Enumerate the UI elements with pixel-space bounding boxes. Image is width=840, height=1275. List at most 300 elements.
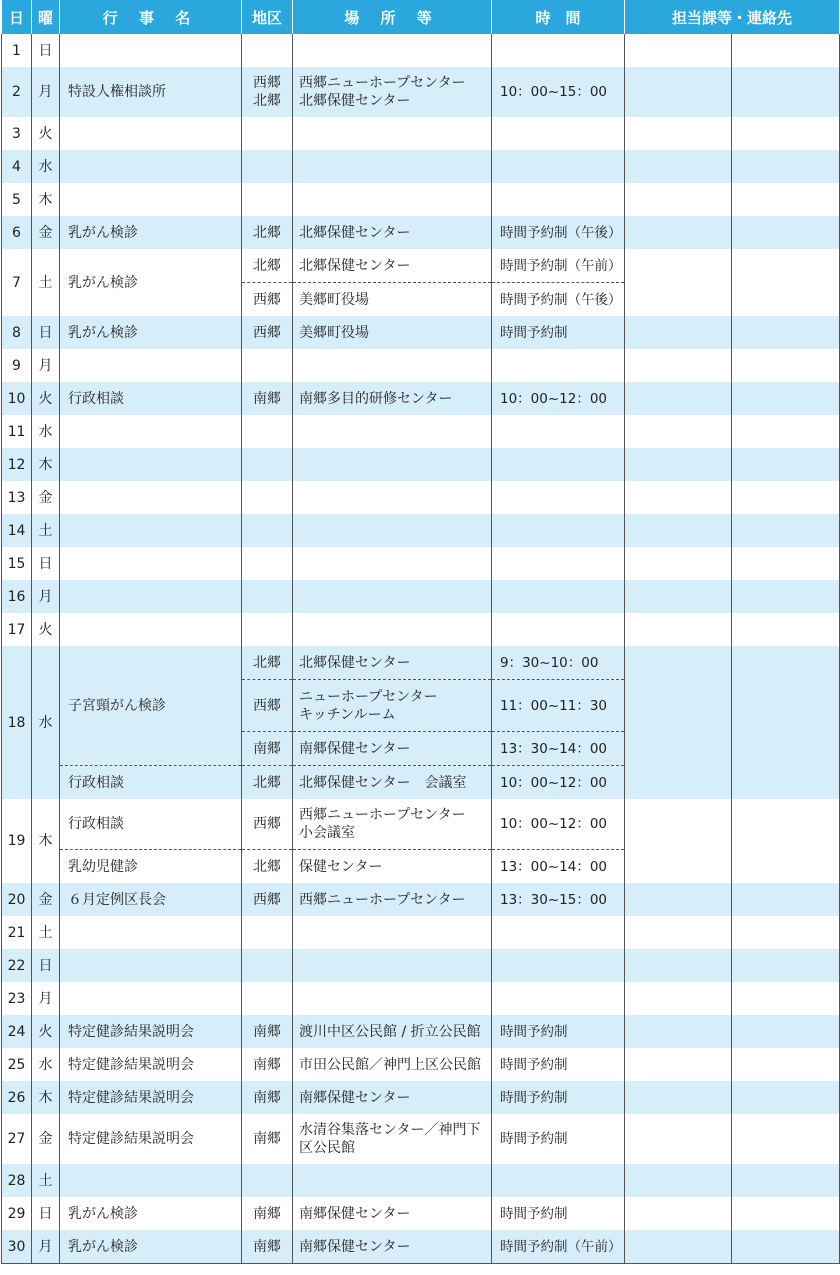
event-cell	[60, 117, 242, 150]
weekday-cell: 土	[32, 1164, 60, 1197]
contact-cell	[732, 514, 840, 547]
place-cell: 南郷保健センター	[293, 1230, 492, 1264]
cell-line: 北郷保健センター	[299, 93, 411, 109]
time-cell	[492, 349, 625, 382]
event-cell: 行政相談	[60, 799, 242, 850]
weekday-cell: 土	[32, 916, 60, 949]
area-cell	[242, 547, 293, 580]
cell-line: 区公民館	[299, 1140, 355, 1156]
time-cell	[492, 183, 625, 216]
cell-line: キッチンルーム	[299, 706, 396, 723]
table-row	[2, 349, 840, 382]
place-cell: 南郷保健センター	[293, 1081, 492, 1114]
area-cell	[242, 481, 293, 514]
table-row	[2, 117, 840, 150]
weekday-cell: 金	[32, 883, 60, 916]
area-cell: 南郷	[242, 732, 293, 766]
day-cell: 16	[2, 580, 32, 613]
contact-cell	[732, 382, 840, 415]
weekday-cell: 日	[32, 34, 60, 67]
place-cell	[293, 680, 492, 732]
table-row	[2, 34, 840, 67]
weekday-cell: 金	[32, 481, 60, 514]
time-cell: 9：30~10：00	[492, 646, 625, 680]
event-cell: 乳がん検診	[60, 216, 242, 249]
weekday-cell: 金	[32, 216, 60, 249]
area-cell: 南郷	[242, 1048, 293, 1081]
table-row	[2, 580, 840, 613]
area-cell	[242, 67, 293, 117]
day-cell: 2	[2, 67, 32, 117]
dept-cell	[625, 1015, 732, 1048]
table-row	[2, 1114, 840, 1164]
time-cell: 10：00~12：00	[492, 766, 625, 800]
dept-cell	[625, 481, 732, 514]
contact-cell	[732, 883, 840, 916]
table-row	[2, 1197, 840, 1230]
place-cell: 美郷町役場	[293, 316, 492, 349]
place-cell	[293, 150, 492, 183]
place-cell: 市田公民館／神門上区公民館	[293, 1048, 492, 1081]
time-cell: 時間予約制（午後）	[492, 216, 625, 249]
contact-cell	[732, 481, 840, 514]
weekday-cell: 水	[32, 415, 60, 448]
header-place: 場 所 等	[293, 0, 492, 34]
area-cell	[242, 34, 293, 67]
table-row	[2, 949, 840, 982]
table-row	[2, 1048, 840, 1081]
area-cell: 北郷	[242, 216, 293, 249]
event-calendar-table	[1, 0, 840, 1264]
place-cell	[293, 799, 492, 850]
area-cell	[242, 117, 293, 150]
event-cell	[60, 415, 242, 448]
day-cell: 17	[2, 613, 32, 646]
day-cell: 7	[2, 249, 32, 316]
weekday-cell: 木	[32, 799, 60, 883]
contact-cell	[732, 1230, 840, 1264]
area-cell	[242, 613, 293, 646]
table-row	[2, 67, 840, 117]
event-cell	[60, 34, 242, 67]
table-row	[2, 646, 840, 680]
area-cell: 南郷	[242, 1015, 293, 1048]
event-cell	[60, 349, 242, 382]
day-cell: 18	[2, 646, 32, 799]
day-cell: 25	[2, 1048, 32, 1081]
place-cell	[293, 117, 492, 150]
event-cell: 特定健診結果説明会	[60, 1015, 242, 1048]
event-cell	[60, 580, 242, 613]
day-cell: 21	[2, 916, 32, 949]
contact-cell	[732, 646, 840, 799]
area-cell	[242, 949, 293, 982]
weekday-cell: 日	[32, 1197, 60, 1230]
time-cell	[492, 415, 625, 448]
header-weekday: 曜	[32, 0, 60, 34]
time-cell: 11：00~11：30	[492, 680, 625, 732]
contact-cell	[732, 34, 840, 67]
table-row	[2, 799, 840, 850]
contact-cell	[732, 1114, 840, 1164]
day-cell: 30	[2, 1230, 32, 1264]
event-cell: 特定健診結果説明会	[60, 1114, 242, 1164]
event-cell: 乳がん検診	[60, 249, 242, 316]
cell-line: 西郷ニューホープセンター	[299, 807, 466, 823]
day-cell: 11	[2, 415, 32, 448]
dept-cell	[625, 1081, 732, 1114]
day-cell: 8	[2, 316, 32, 349]
time-cell	[492, 481, 625, 514]
day-cell: 9	[2, 349, 32, 382]
day-cell: 20	[2, 883, 32, 916]
header-event: 行 事 名	[60, 0, 242, 34]
contact-cell	[732, 150, 840, 183]
area-cell	[242, 415, 293, 448]
day-cell: 27	[2, 1114, 32, 1164]
weekday-cell: 木	[32, 183, 60, 216]
time-cell: 時間予約制	[492, 1081, 625, 1114]
time-cell: 時間予約制	[492, 1197, 625, 1230]
day-cell: 19	[2, 799, 32, 883]
contact-cell	[732, 415, 840, 448]
weekday-cell: 月	[32, 67, 60, 117]
dept-cell	[625, 547, 732, 580]
contact-cell	[732, 183, 840, 216]
header-day: 日	[2, 0, 32, 34]
event-cell	[60, 448, 242, 481]
weekday-cell: 火	[32, 382, 60, 415]
dept-cell	[625, 1164, 732, 1197]
time-cell: 時間予約制	[492, 1015, 625, 1048]
time-cell: 10：00~15：00	[492, 67, 625, 117]
event-cell: ６月定例区長会	[60, 883, 242, 916]
weekday-cell: 火	[32, 117, 60, 150]
area-cell: 西郷	[242, 283, 293, 317]
time-cell	[492, 982, 625, 1015]
area-cell	[242, 514, 293, 547]
day-cell: 4	[2, 150, 32, 183]
area-cell	[242, 150, 293, 183]
day-cell: 6	[2, 216, 32, 249]
place-cell	[293, 514, 492, 547]
table-row	[2, 481, 840, 514]
event-cell	[60, 982, 242, 1015]
time-cell: 時間予約制（午前）	[492, 249, 625, 283]
dept-cell	[625, 150, 732, 183]
time-cell: 時間予約制（午後）	[492, 283, 625, 317]
time-cell	[492, 1164, 625, 1197]
weekday-cell: 水	[32, 150, 60, 183]
weekday-cell: 金	[32, 1114, 60, 1164]
dept-cell	[625, 382, 732, 415]
contact-cell	[732, 949, 840, 982]
event-cell	[60, 150, 242, 183]
time-cell	[492, 117, 625, 150]
dept-cell	[625, 580, 732, 613]
time-cell: 時間予約制（午前）	[492, 1230, 625, 1264]
area-cell: 西郷	[242, 799, 293, 850]
contact-cell	[732, 1197, 840, 1230]
time-cell	[492, 916, 625, 949]
contact-cell	[732, 117, 840, 150]
table-row	[2, 1164, 840, 1197]
dept-cell	[625, 415, 732, 448]
event-cell: 特定健診結果説明会	[60, 1048, 242, 1081]
day-cell: 15	[2, 547, 32, 580]
event-cell: 行政相談	[60, 382, 242, 415]
event-cell	[60, 916, 242, 949]
area-cell	[242, 580, 293, 613]
area-cell: 西郷	[242, 316, 293, 349]
day-cell: 26	[2, 1081, 32, 1114]
area-cell	[242, 448, 293, 481]
table-row	[2, 415, 840, 448]
contact-cell	[732, 249, 840, 316]
dept-cell	[625, 67, 732, 117]
place-cell	[293, 580, 492, 613]
place-cell	[293, 1164, 492, 1197]
day-cell: 1	[2, 34, 32, 67]
place-cell: 美郷町役場	[293, 283, 492, 317]
table-row	[2, 613, 840, 646]
place-cell	[293, 349, 492, 382]
weekday-cell: 水	[32, 1048, 60, 1081]
place-cell	[293, 949, 492, 982]
area-cell	[242, 183, 293, 216]
day-cell: 12	[2, 448, 32, 481]
contact-cell	[732, 316, 840, 349]
dept-cell	[625, 514, 732, 547]
place-cell	[293, 34, 492, 67]
event-cell: 特定健診結果説明会	[60, 1081, 242, 1114]
time-cell: 10：00~12：00	[492, 799, 625, 850]
time-cell: 時間予約制	[492, 316, 625, 349]
place-cell: 南郷保健センター	[293, 1197, 492, 1230]
area-cell: 西郷	[242, 883, 293, 916]
place-cell: 北郷保健センター	[293, 216, 492, 249]
area-cell	[242, 1164, 293, 1197]
table-row	[2, 916, 840, 949]
table-row	[2, 1081, 840, 1114]
weekday-cell: 月	[32, 580, 60, 613]
time-cell	[492, 514, 625, 547]
contact-cell	[732, 448, 840, 481]
place-cell: 渡川中区公民館 / 折立公民館	[293, 1015, 492, 1048]
day-cell: 10	[2, 382, 32, 415]
contact-cell	[732, 1015, 840, 1048]
table-row	[2, 382, 840, 415]
time-cell	[492, 34, 625, 67]
place-cell: 南郷保健センター	[293, 732, 492, 766]
day-cell: 23	[2, 982, 32, 1015]
area-cell: 南郷	[242, 1114, 293, 1164]
day-cell: 28	[2, 1164, 32, 1197]
dept-cell	[625, 1114, 732, 1164]
area-cell	[242, 982, 293, 1015]
weekday-cell: 月	[32, 982, 60, 1015]
cell-line: 北郷	[253, 93, 281, 109]
event-cell: 乳がん検診	[60, 316, 242, 349]
contact-cell	[732, 1164, 840, 1197]
weekday-cell: 日	[32, 949, 60, 982]
header-area: 地区	[242, 0, 293, 34]
table-row	[2, 316, 840, 349]
dept-cell	[625, 799, 732, 883]
place-cell	[293, 67, 492, 117]
dept-cell	[625, 646, 732, 799]
area-cell: 北郷	[242, 646, 293, 680]
area-cell: 北郷	[242, 249, 293, 283]
day-cell: 22	[2, 949, 32, 982]
area-cell: 北郷	[242, 850, 293, 884]
event-cell: 行政相談	[60, 766, 242, 800]
weekday-cell: 火	[32, 1015, 60, 1048]
table-row	[2, 183, 840, 216]
dept-cell	[625, 883, 732, 916]
table-row	[2, 249, 840, 283]
area-cell: 南郷	[242, 1197, 293, 1230]
weekday-cell: 土	[32, 514, 60, 547]
header-row	[2, 0, 840, 34]
time-cell: 時間予約制	[492, 1048, 625, 1081]
event-cell	[60, 481, 242, 514]
dept-cell	[625, 183, 732, 216]
dept-cell	[625, 1048, 732, 1081]
contact-cell	[732, 580, 840, 613]
weekday-cell: 土	[32, 249, 60, 316]
area-cell: 西郷	[242, 680, 293, 732]
time-cell: 13：30~15：00	[492, 883, 625, 916]
place-cell	[293, 1114, 492, 1164]
cell-line: 小会議室	[299, 825, 355, 841]
weekday-cell: 木	[32, 448, 60, 481]
place-cell	[293, 982, 492, 1015]
place-cell: 保健センター	[293, 850, 492, 884]
table-row	[2, 150, 840, 183]
dept-cell	[625, 916, 732, 949]
time-cell: 時間予約制	[492, 1114, 625, 1164]
day-cell: 3	[2, 117, 32, 150]
place-cell: 北郷保健センター 会議室	[293, 766, 492, 800]
table-row	[2, 883, 840, 916]
place-cell	[293, 481, 492, 514]
table-row	[2, 216, 840, 249]
event-cell	[60, 547, 242, 580]
time-cell: 13：30~14：00	[492, 732, 625, 766]
weekday-cell: 月	[32, 349, 60, 382]
time-cell	[492, 580, 625, 613]
area-cell: 南郷	[242, 382, 293, 415]
dept-cell	[625, 613, 732, 646]
event-cell	[60, 1164, 242, 1197]
event-cell	[60, 613, 242, 646]
event-cell: 乳幼児健診	[60, 850, 242, 884]
event-cell	[60, 949, 242, 982]
time-cell	[492, 613, 625, 646]
weekday-cell: 水	[32, 646, 60, 799]
weekday-cell: 木	[32, 1081, 60, 1114]
day-cell: 13	[2, 481, 32, 514]
contact-cell	[732, 547, 840, 580]
place-cell	[293, 448, 492, 481]
day-cell: 24	[2, 1015, 32, 1048]
cell-line: 水清谷集落センター／神門下	[299, 1122, 481, 1138]
dept-cell	[625, 249, 732, 316]
time-cell	[492, 448, 625, 481]
dept-cell	[625, 349, 732, 382]
weekday-cell: 日	[32, 316, 60, 349]
area-cell: 南郷	[242, 1081, 293, 1114]
time-cell	[492, 949, 625, 982]
header-time: 時 間	[492, 0, 625, 34]
contact-cell	[732, 1048, 840, 1081]
contact-cell	[732, 1081, 840, 1114]
dept-cell	[625, 1230, 732, 1264]
calendar-body	[2, 34, 840, 1264]
event-cell: 乳がん検診	[60, 1230, 242, 1264]
time-cell	[492, 150, 625, 183]
place-cell: 北郷保健センター	[293, 249, 492, 283]
dept-cell	[625, 949, 732, 982]
contact-cell	[732, 982, 840, 1015]
contact-cell	[732, 216, 840, 249]
table-row	[2, 514, 840, 547]
contact-cell	[732, 799, 840, 883]
event-cell	[60, 514, 242, 547]
weekday-cell: 火	[32, 613, 60, 646]
header-dept-contact: 担当課等・連絡先	[625, 0, 840, 34]
time-cell: 10：00~12：00	[492, 382, 625, 415]
dept-cell	[625, 117, 732, 150]
weekday-cell: 日	[32, 547, 60, 580]
event-cell: 子宮頸がん検診	[60, 646, 242, 766]
area-cell	[242, 349, 293, 382]
place-cell	[293, 916, 492, 949]
table-row	[2, 982, 840, 1015]
area-cell: 南郷	[242, 1230, 293, 1264]
dept-cell	[625, 316, 732, 349]
weekday-cell: 月	[32, 1230, 60, 1264]
dept-cell	[625, 1197, 732, 1230]
place-cell	[293, 415, 492, 448]
contact-cell	[732, 613, 840, 646]
place-cell: 南郷多目的研修センター	[293, 382, 492, 415]
cell-line: ニューホープセンター	[299, 688, 438, 705]
place-cell: 西郷ニューホープセンター	[293, 883, 492, 916]
place-cell: 北郷保健センター	[293, 646, 492, 680]
area-cell: 北郷	[242, 766, 293, 800]
cell-line: 西郷	[253, 75, 281, 91]
dept-cell	[625, 216, 732, 249]
day-cell: 5	[2, 183, 32, 216]
day-cell: 29	[2, 1197, 32, 1230]
event-cell: 特設人権相談所	[60, 67, 242, 117]
time-cell	[492, 547, 625, 580]
contact-cell	[732, 916, 840, 949]
event-cell: 乳がん検診	[60, 1197, 242, 1230]
contact-cell	[732, 349, 840, 382]
contact-cell	[732, 67, 840, 117]
table-row	[2, 547, 840, 580]
day-cell: 14	[2, 514, 32, 547]
table-row	[2, 448, 840, 481]
place-cell	[293, 547, 492, 580]
event-cell	[60, 183, 242, 216]
cell-line: 西郷ニューホープセンター	[299, 75, 466, 91]
table-row	[2, 1230, 840, 1264]
time-cell: 13：00~14：00	[492, 850, 625, 884]
